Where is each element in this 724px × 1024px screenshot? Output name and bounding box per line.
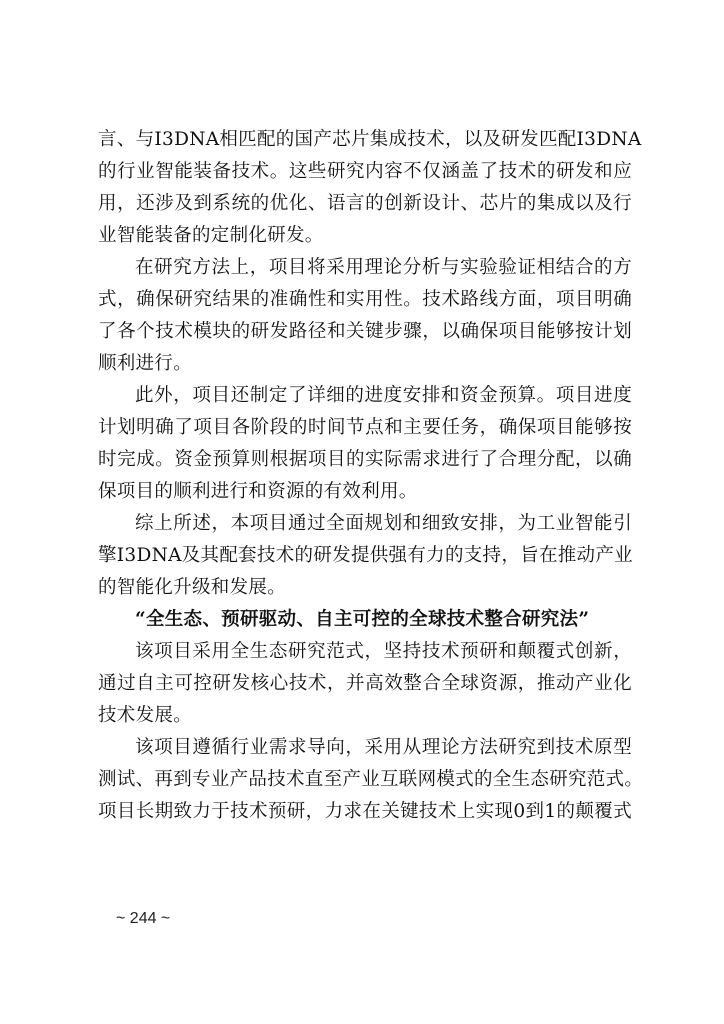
text-line: 测试、再到专业产品技术直至产业互联网模式的全生态研究范式。 [98, 769, 644, 790]
text-line: 技术发展。 [98, 705, 193, 726]
text-line: 在研究方法上，项目将采用理论分析与实验验证相结合的方 [135, 257, 632, 278]
text-line: 时完成。资金预算则根据项目的实际需求进行了合理分配，以确 [98, 449, 632, 470]
text-line: 项目长期致力于技术预研，力求在关键技术上实现0到1的颠覆式 [98, 801, 632, 822]
text-line: 综上所述，本项目通过全面规划和细致安排，为工业智能引 [135, 513, 632, 534]
text-line: 式，确保研究结果的准确性和实用性。技术路线方面，项目明确 [98, 289, 632, 310]
text-line: 擎I3DNA及其配套技术的研发提供强有力的支持，旨在推动产业 [98, 545, 633, 566]
text-line: 用，还涉及到系统的优化、语言的创新设计、芯片的集成以及行 [98, 193, 632, 214]
text-line: 的行业智能装备技术。这些研究内容不仅涵盖了技术的研发和应 [98, 161, 632, 182]
text-line: 言、与I3DNA相匹配的国产芯片集成技术，以及研发匹配I3DNA [98, 129, 642, 150]
text-line: 该项目采用全生态研究范式，坚持技术预研和颠覆式创新， [135, 641, 632, 662]
page-number: ~ 244 ~ [116, 910, 171, 927]
text-line: 的智能化升级和发展。 [98, 577, 287, 598]
text-line: 保项目的顺利进行和资源的有效利用。 [98, 481, 418, 502]
text-line: 该项目遵循行业需求导向，采用从理论方法研究到技术原型 [135, 737, 632, 758]
text-line: 业智能装备的定制化研发。 [98, 225, 324, 246]
text-line: 计划明确了项目各阶段的时间节点和主要任务，确保项目能够按 [98, 417, 632, 438]
text-line: 了各个技术模块的研发路径和关键步骤，以确保项目能够按计划 [98, 321, 632, 342]
section-heading: “全生态、预研驱动、自主可控的全球技术整合研究法” [135, 609, 590, 630]
text-line: 顺利进行。 [98, 353, 193, 374]
text-line: 通过自主可控研发核心技术，并高效整合全球资源，推动产业化 [98, 673, 632, 694]
text-line: 此外，项目还制定了详细的进度安排和资金预算。项目进度 [135, 385, 632, 406]
